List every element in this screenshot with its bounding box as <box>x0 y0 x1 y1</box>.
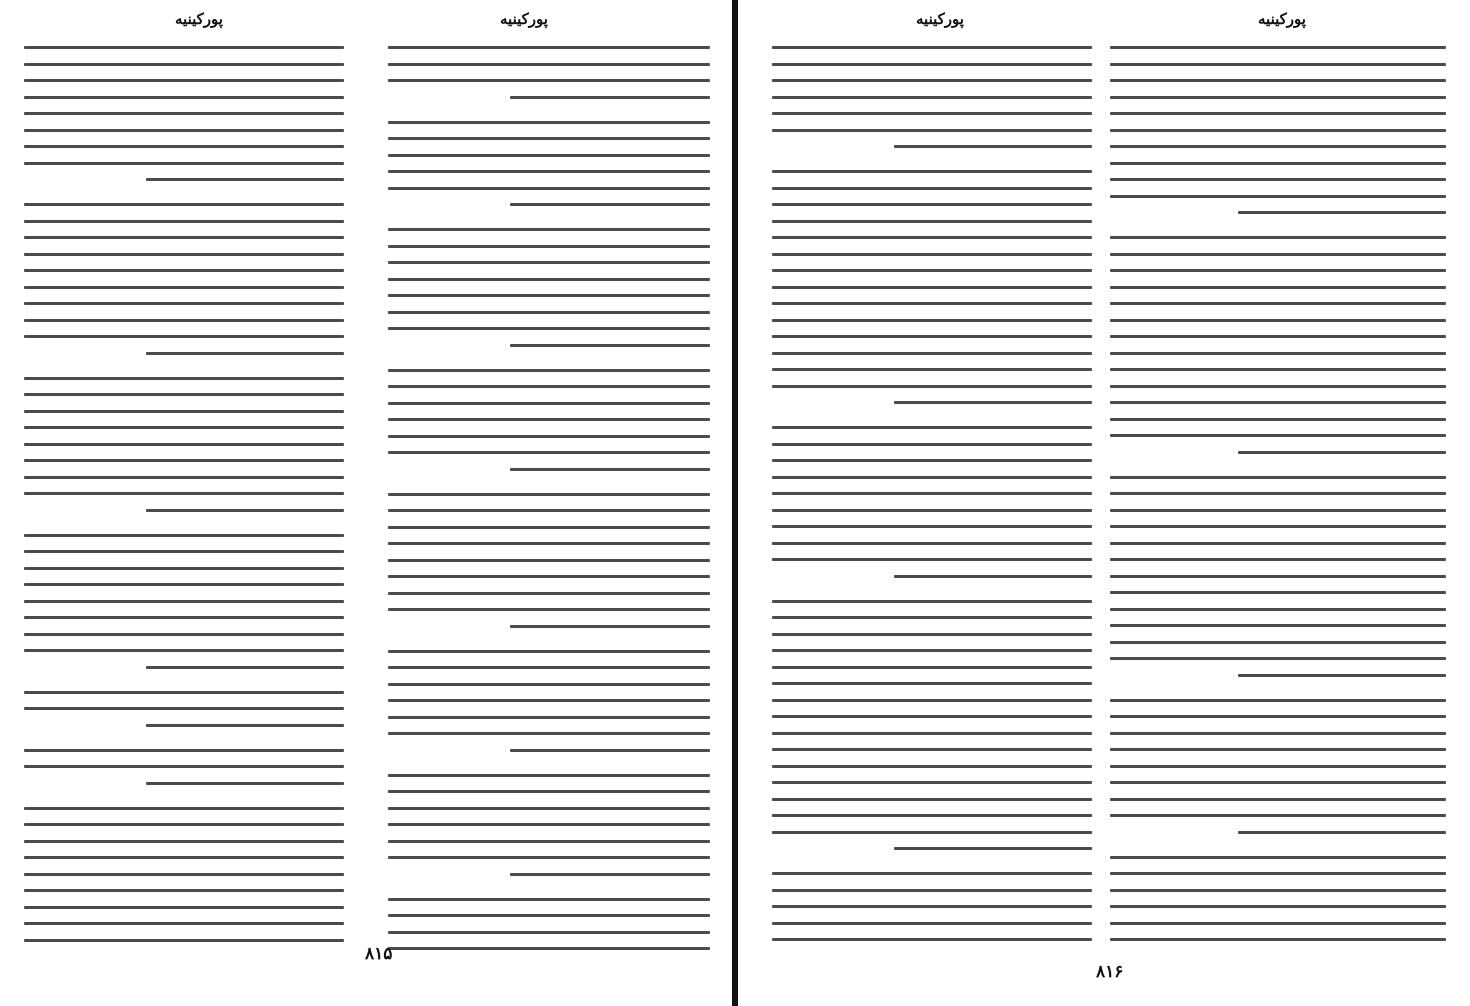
text-line <box>510 625 710 628</box>
text-line <box>388 732 710 735</box>
text-line <box>772 187 1092 190</box>
text-line <box>24 534 344 537</box>
text-column <box>388 46 710 964</box>
text-line <box>24 220 344 223</box>
text-line <box>388 170 710 173</box>
text-line <box>24 856 344 859</box>
text-line <box>772 699 1092 702</box>
running-header-left-col: پورکینیه <box>916 10 964 28</box>
text-line <box>772 542 1092 545</box>
text-line <box>388 435 710 438</box>
text-line <box>24 46 344 49</box>
text-line <box>388 63 710 66</box>
text-line <box>388 137 710 140</box>
text-line <box>772 236 1092 239</box>
text-line <box>772 558 1092 561</box>
text-line <box>510 96 710 99</box>
text-line <box>1110 434 1446 437</box>
text-column <box>1110 46 1446 955</box>
text-line <box>772 269 1092 272</box>
text-line <box>1110 178 1446 181</box>
text-line <box>1110 385 1446 388</box>
text-line <box>1110 145 1446 148</box>
text-line <box>1110 96 1446 99</box>
text-line <box>1110 748 1446 751</box>
text-line <box>1110 79 1446 82</box>
text-line <box>24 96 344 99</box>
left-page <box>0 0 732 1006</box>
text-line <box>388 575 710 578</box>
text-line <box>772 129 1092 132</box>
text-line <box>772 889 1092 892</box>
text-line <box>1110 63 1446 66</box>
text-line <box>388 245 710 248</box>
text-line <box>772 476 1092 479</box>
text-line <box>146 782 344 785</box>
text-line <box>1238 451 1446 454</box>
text-line <box>772 385 1092 388</box>
text-line <box>388 931 710 934</box>
text-line <box>772 872 1092 875</box>
text-line <box>388 592 710 595</box>
page-number: ۸۱۶ <box>1096 962 1124 982</box>
text-line <box>1110 269 1446 272</box>
text-line <box>510 873 710 876</box>
text-line <box>1110 368 1446 371</box>
text-line <box>1110 657 1446 660</box>
text-line <box>24 823 344 826</box>
text-line <box>772 525 1092 528</box>
text-column <box>772 46 1092 955</box>
text-line <box>772 600 1092 603</box>
text-line <box>24 79 344 82</box>
text-line <box>1110 798 1446 801</box>
text-line <box>772 203 1092 206</box>
text-line <box>510 203 710 206</box>
text-line <box>24 393 344 396</box>
text-line <box>1110 608 1446 611</box>
text-line <box>388 542 710 545</box>
text-line <box>894 575 1092 578</box>
text-line <box>1110 302 1446 305</box>
text-line <box>388 559 710 562</box>
text-line <box>24 600 344 603</box>
text-line <box>1110 525 1446 528</box>
text-line <box>1110 591 1446 594</box>
text-line <box>388 46 710 49</box>
text-line <box>1110 112 1446 115</box>
text-line <box>24 145 344 148</box>
text-line <box>1110 236 1446 239</box>
text-line <box>24 410 344 413</box>
text-line <box>24 707 344 710</box>
text-line <box>24 906 344 909</box>
text-line <box>388 840 710 843</box>
text-line <box>24 319 344 322</box>
text-column <box>24 46 344 955</box>
text-line <box>772 509 1092 512</box>
text-line <box>772 781 1092 784</box>
text-line <box>1110 319 1446 322</box>
text-line <box>1110 46 1446 49</box>
text-line <box>772 765 1092 768</box>
text-line <box>1110 542 1446 545</box>
text-line <box>772 368 1092 371</box>
text-line <box>388 493 710 496</box>
running-header-right-col: پورکینیه <box>500 10 548 28</box>
text-line <box>1110 641 1446 644</box>
text-line <box>772 459 1092 462</box>
text-line <box>1110 418 1446 421</box>
text-line <box>24 63 344 66</box>
text-line <box>388 807 710 810</box>
text-line <box>388 385 710 388</box>
text-line <box>24 112 344 115</box>
text-line <box>24 476 344 479</box>
text-line <box>24 583 344 586</box>
text-line <box>1110 889 1446 892</box>
text-line <box>388 608 710 611</box>
text-line <box>388 369 710 372</box>
text-line <box>388 261 710 264</box>
text-line <box>1110 195 1446 198</box>
text-line <box>388 509 710 512</box>
text-line <box>24 633 344 636</box>
right-page <box>738 0 1470 1006</box>
text-line <box>24 377 344 380</box>
text-line <box>772 682 1092 685</box>
text-line <box>1238 831 1446 834</box>
text-line <box>388 526 710 529</box>
text-line <box>1110 699 1446 702</box>
text-line <box>24 807 344 810</box>
text-line <box>146 666 344 669</box>
text-line <box>24 129 344 132</box>
text-line <box>24 749 344 752</box>
text-line <box>388 716 710 719</box>
text-line <box>388 154 710 157</box>
text-line <box>1110 715 1446 718</box>
text-line <box>388 947 710 950</box>
text-line <box>1110 922 1446 925</box>
text-line <box>772 79 1092 82</box>
text-line <box>1110 476 1446 479</box>
text-line <box>772 905 1092 908</box>
text-line <box>772 938 1092 941</box>
text-line <box>388 666 710 669</box>
text-line <box>1110 401 1446 404</box>
text-line <box>388 121 710 124</box>
text-line <box>1110 732 1446 735</box>
text-line <box>772 732 1092 735</box>
text-line <box>1110 856 1446 859</box>
text-line <box>1110 938 1446 941</box>
text-line <box>772 319 1092 322</box>
text-line <box>1110 162 1446 165</box>
text-line <box>24 889 344 892</box>
text-line <box>772 352 1092 355</box>
text-line <box>24 616 344 619</box>
text-line <box>24 302 344 305</box>
text-line <box>24 550 344 553</box>
text-line <box>510 344 710 347</box>
text-line <box>510 468 710 471</box>
text-line <box>24 253 344 256</box>
text-line <box>24 939 344 942</box>
text-line <box>388 774 710 777</box>
text-line <box>772 492 1092 495</box>
text-line <box>24 922 344 925</box>
text-line <box>772 170 1092 173</box>
text-line <box>388 228 710 231</box>
text-line <box>24 443 344 446</box>
text-line <box>1238 674 1446 677</box>
text-line <box>1110 253 1446 256</box>
text-line <box>772 63 1092 66</box>
text-line <box>772 798 1092 801</box>
text-line <box>772 922 1092 925</box>
text-line <box>388 856 710 859</box>
text-line <box>772 666 1092 669</box>
text-line <box>772 286 1092 289</box>
text-line <box>894 401 1092 404</box>
text-line <box>1110 624 1446 627</box>
text-line <box>146 352 344 355</box>
text-line <box>1110 575 1446 578</box>
text-line <box>24 269 344 272</box>
text-line <box>146 509 344 512</box>
text-line <box>24 236 344 239</box>
text-line <box>894 847 1092 850</box>
text-line <box>388 790 710 793</box>
running-header-right-col: پورکینیه <box>1258 10 1306 28</box>
text-line <box>772 220 1092 223</box>
text-line <box>1110 509 1446 512</box>
text-line <box>772 302 1092 305</box>
text-line <box>1110 129 1446 132</box>
text-line <box>772 426 1092 429</box>
text-line <box>1110 352 1446 355</box>
text-line <box>1110 286 1446 289</box>
text-line <box>24 567 344 570</box>
text-line <box>24 840 344 843</box>
text-line <box>24 873 344 876</box>
text-line <box>388 79 710 82</box>
text-line <box>772 253 1092 256</box>
text-line <box>388 187 710 190</box>
text-line <box>772 814 1092 817</box>
text-line <box>388 683 710 686</box>
text-line <box>1110 492 1446 495</box>
text-line <box>388 699 710 702</box>
text-line <box>388 451 710 454</box>
running-header-left-col: پورکینیه <box>175 10 223 28</box>
text-line <box>388 914 710 917</box>
text-line <box>772 633 1092 636</box>
text-line <box>510 749 710 752</box>
text-line <box>772 748 1092 751</box>
text-line <box>1110 872 1446 875</box>
text-line <box>24 286 344 289</box>
text-line <box>772 831 1092 834</box>
text-line <box>772 335 1092 338</box>
text-line <box>24 203 344 206</box>
text-line <box>1110 814 1446 817</box>
text-line <box>388 650 710 653</box>
text-line <box>772 649 1092 652</box>
text-line <box>1110 335 1446 338</box>
text-line <box>24 649 344 652</box>
text-line <box>146 724 344 727</box>
text-line <box>24 162 344 165</box>
text-line <box>388 311 710 314</box>
text-line <box>388 294 710 297</box>
text-line <box>772 443 1092 446</box>
text-line <box>24 459 344 462</box>
text-line <box>772 46 1092 49</box>
page-number: ۸۱۵ <box>365 944 393 964</box>
text-line <box>1110 765 1446 768</box>
text-line <box>388 327 710 330</box>
text-line <box>24 765 344 768</box>
text-line <box>772 616 1092 619</box>
text-line <box>24 691 344 694</box>
text-line <box>388 418 710 421</box>
text-line <box>24 335 344 338</box>
text-line <box>772 112 1092 115</box>
text-line <box>24 426 344 429</box>
text-line <box>1110 558 1446 561</box>
text-line <box>772 96 1092 99</box>
text-line <box>388 898 710 901</box>
text-line <box>388 402 710 405</box>
text-line <box>1238 211 1446 214</box>
text-line <box>1110 781 1446 784</box>
text-line <box>388 823 710 826</box>
text-line <box>772 715 1092 718</box>
text-line <box>1110 905 1446 908</box>
text-line <box>388 278 710 281</box>
text-line <box>894 145 1092 148</box>
text-line <box>146 178 344 181</box>
text-line <box>24 492 344 495</box>
